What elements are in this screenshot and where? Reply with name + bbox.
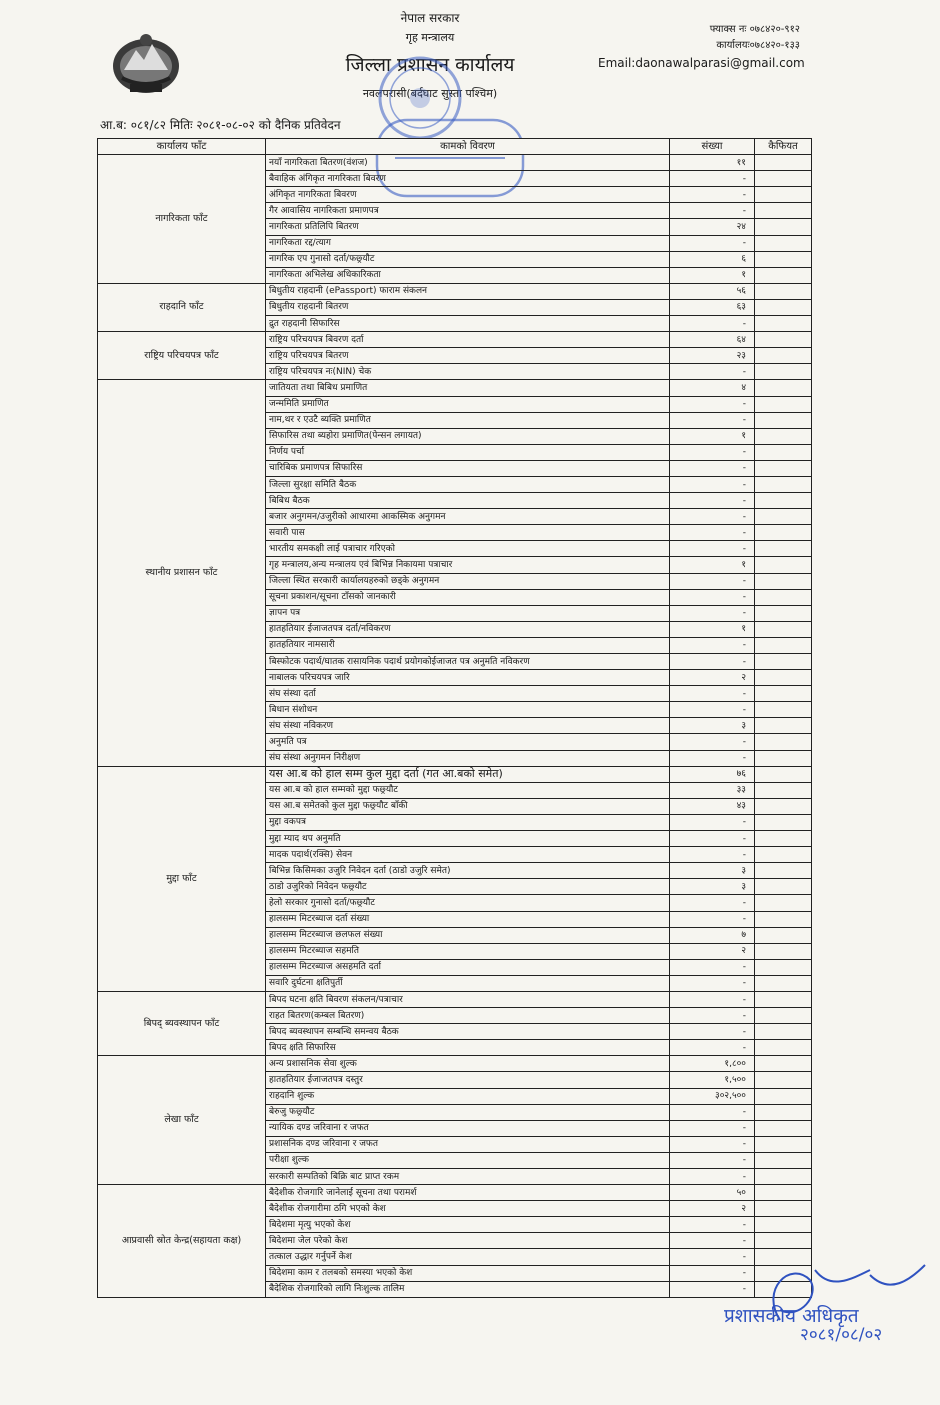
work-item: सिफारिस तथा ब्यहोरा प्रमाणित(पेन्सन लगायत) — [266, 428, 670, 444]
work-item: बिदेशमा मृत्यु भएको केश — [266, 1217, 670, 1233]
item-count: १ — [670, 428, 755, 444]
section-name: आप्रवासी स्रोत केन्द्र(सहायता कक्ष) — [98, 1185, 266, 1298]
item-remarks — [755, 782, 812, 798]
ministry-name: गृह मन्त्रालय — [405, 31, 455, 44]
section-name: बिपद् ब्यवस्थापन फाँट — [98, 991, 266, 1055]
work-item: जातियता तथा बिबिध प्रमाणित — [266, 380, 670, 396]
work-item: बेरुजु फछ्र्यौट — [266, 1104, 670, 1120]
section-name: नागरिकता फाँट — [98, 155, 266, 284]
work-item: राष्ट्रिय परिचयपत्र नः(NIN) चेक — [266, 364, 670, 380]
item-count: - — [670, 1265, 755, 1281]
header-section: कार्यालय फाँट — [98, 139, 266, 155]
item-count: - — [670, 686, 755, 702]
work-item: बैदेशीक रोजगारीमा ठगि भएको केश — [266, 1201, 670, 1217]
item-remarks — [755, 171, 812, 187]
work-item: बैदेशिक रोजगारिको लागि निःशुल्क तालिम — [266, 1281, 670, 1297]
signature-date: २०८१/०८/०२ — [800, 1325, 883, 1345]
item-count: ३ — [670, 718, 755, 734]
work-item: ज्ञापन पत्र — [266, 605, 670, 621]
work-item: नाम,थर र एउटै ब्यक्ति प्रमाणित — [266, 412, 670, 428]
section-name: लेखा फाँट — [98, 1056, 266, 1185]
item-count: - — [670, 525, 755, 541]
table-row — [98, 283, 812, 299]
item-remarks — [755, 1136, 812, 1152]
work-item: हालसम्म मिटरब्याज छलफल संख्या — [266, 927, 670, 943]
work-item: सरकारी सम्पतिको बिक्रि बाट प्राप्त रकम — [266, 1169, 670, 1185]
item-remarks — [755, 1104, 812, 1120]
item-remarks — [755, 589, 812, 605]
table-row — [98, 155, 812, 171]
work-item: भारतीय समकक्षी लाई पत्राचार गरिएको — [266, 541, 670, 557]
item-count: - — [670, 460, 755, 476]
work-item: नागरिक एप गुनासो दर्ता/फछ्र्यौट — [266, 251, 670, 267]
item-remarks — [755, 621, 812, 637]
item-count: - — [670, 1233, 755, 1249]
section-name: मुद्दा फाँट — [98, 766, 266, 991]
item-count: २ — [670, 943, 755, 959]
work-item: हालसम्म मिटरब्याज सहमति — [266, 943, 670, 959]
item-remarks — [755, 1169, 812, 1185]
work-item: अंगिकृत नागरिकता बिवरण — [266, 187, 670, 203]
item-count: - — [670, 235, 755, 251]
item-remarks — [755, 718, 812, 734]
work-item: संघ संस्था दर्ता — [266, 686, 670, 702]
work-item: जिल्ला स्थित सरकारी कार्यालयहरुको छड्के अनुगमन — [266, 573, 670, 589]
item-count: ३ — [670, 879, 755, 895]
work-item: परीक्षा शुल्क — [266, 1152, 670, 1168]
item-remarks — [755, 283, 812, 299]
work-item: अनुमति पत्र — [266, 734, 670, 750]
work-item: नागरिकता अभिलेख अधिकारिकता — [266, 267, 670, 283]
work-item: राष्ट्रिय परिचयपत्र बिवरण दर्ता — [266, 332, 670, 348]
item-remarks — [755, 155, 812, 171]
item-remarks — [755, 734, 812, 750]
fax-number: फ्याक्स नः ०७८४२०-९१२ — [709, 24, 800, 35]
item-remarks — [755, 1185, 812, 1201]
item-remarks — [755, 1072, 812, 1088]
item-count: - — [670, 814, 755, 830]
item-count: - — [670, 412, 755, 428]
nepal-emblem-icon — [110, 30, 182, 96]
item-count: २ — [670, 1201, 755, 1217]
item-count: ५६ — [670, 283, 755, 299]
report-date-line: आ.ब: ०८१/८२ मितिः २०८१-०८-०२ को दैनिक प्रतिवेदन — [100, 118, 341, 132]
item-count: - — [670, 589, 755, 605]
item-count: ७६ — [670, 766, 755, 782]
item-remarks — [755, 476, 812, 492]
item-remarks — [755, 911, 812, 927]
work-item: बिबिध बैठक — [266, 493, 670, 509]
item-count: - — [670, 991, 755, 1007]
item-count: ११ — [670, 155, 755, 171]
table-row — [98, 1185, 812, 1201]
section-name: राहदानि फाँट — [98, 283, 266, 331]
item-count: - — [670, 509, 755, 525]
work-item: बिपद घटना क्षति बिवरण संकलन/पत्राचार — [266, 991, 670, 1007]
section-name: राष्ट्रिय परिचयपत्र फाँट — [98, 332, 266, 380]
item-count: - — [670, 702, 755, 718]
item-remarks — [755, 299, 812, 315]
table-row — [98, 332, 812, 348]
item-remarks — [755, 573, 812, 589]
work-item: हालसम्म मिटरब्याज दर्ता संख्या — [266, 911, 670, 927]
item-remarks — [755, 1233, 812, 1249]
work-item: नागरिकता रद्द/त्याग — [266, 235, 670, 251]
item-count: - — [670, 364, 755, 380]
item-remarks — [755, 686, 812, 702]
item-count: - — [670, 203, 755, 219]
item-remarks — [755, 1088, 812, 1104]
work-item: मुद्दा वकपत्र — [266, 814, 670, 830]
work-item: यस आ.ब को हाल सम्म कुल मुद्दा दर्ता (गत आ.बको समेत) — [266, 766, 670, 782]
section-name: स्थानीय प्रशासन फाँट — [98, 380, 266, 766]
item-remarks — [755, 814, 812, 830]
work-item: नाबालक परिचयपत्र जारि — [266, 670, 670, 686]
item-remarks — [755, 1120, 812, 1136]
item-count: ४ — [670, 380, 755, 396]
item-remarks — [755, 493, 812, 509]
item-remarks — [755, 380, 812, 396]
item-remarks — [755, 428, 812, 444]
item-count: - — [670, 1249, 755, 1265]
item-count: - — [670, 444, 755, 460]
work-item: बजार अनुगमन/उजुरीको आधारमा आकस्मिक अनुगमन — [266, 509, 670, 525]
item-count: १ — [670, 621, 755, 637]
item-remarks — [755, 702, 812, 718]
item-count: १ — [670, 557, 755, 573]
item-count: ५० — [670, 1185, 755, 1201]
item-count: ६ — [670, 251, 755, 267]
office-location: नवलपरासी(बर्दघाट सुस्ता पश्चिम) — [362, 87, 498, 100]
work-item: मादक पदार्थ(रक्सि) सेवन — [266, 847, 670, 863]
item-count: - — [670, 831, 755, 847]
item-remarks — [755, 637, 812, 653]
item-remarks — [755, 444, 812, 460]
item-remarks — [755, 750, 812, 766]
item-count: - — [670, 1040, 755, 1056]
item-remarks — [755, 396, 812, 412]
work-item: जन्ममिति प्रमाणित — [266, 396, 670, 412]
work-item: मुद्दा म्याद थप अनुमति — [266, 831, 670, 847]
item-remarks — [755, 831, 812, 847]
work-item: गैर आवासिय नागरिकता प्रमाणपत्र — [266, 203, 670, 219]
item-remarks — [755, 670, 812, 686]
item-remarks — [755, 509, 812, 525]
item-remarks — [755, 316, 812, 332]
item-count: - — [670, 1008, 755, 1024]
item-remarks — [755, 187, 812, 203]
work-item: बिधुतीय राहदानी (ePassport) फाराम संकलन — [266, 283, 670, 299]
item-count: - — [670, 1104, 755, 1120]
item-count: २४ — [670, 219, 755, 235]
work-item: न्यायिक दण्ड जरिवाना र जफत — [266, 1120, 670, 1136]
table-row — [98, 766, 812, 782]
work-item: हेलो सरकार गुनासो दर्ता/फछ्र्यौट — [266, 895, 670, 911]
item-remarks — [755, 895, 812, 911]
work-item: राष्ट्रिय परिचयपत्र बितरण — [266, 348, 670, 364]
item-remarks — [755, 412, 812, 428]
item-remarks — [755, 557, 812, 573]
item-count: - — [670, 396, 755, 412]
item-count: - — [670, 1169, 755, 1185]
item-remarks — [755, 267, 812, 283]
work-item: बिस्फोटक पदार्थ/घातक रासायनिक पदार्थ प्रयोगकोईजाजत पत्र अनुमति नविकरण — [266, 654, 670, 670]
item-count: २३ — [670, 348, 755, 364]
item-remarks — [755, 654, 812, 670]
item-count: - — [670, 750, 755, 766]
work-item: निर्णय पर्चा — [266, 444, 670, 460]
item-count: - — [670, 493, 755, 509]
item-count: ६४ — [670, 332, 755, 348]
item-count: - — [670, 605, 755, 621]
work-item: जिल्ला सुरक्षा समिति बैठक — [266, 476, 670, 492]
item-count: २ — [670, 670, 755, 686]
item-count: - — [670, 187, 755, 203]
work-item: बिपद क्षति सिफारिस — [266, 1040, 670, 1056]
item-remarks — [755, 332, 812, 348]
item-remarks — [755, 251, 812, 267]
item-remarks — [755, 1201, 812, 1217]
item-count: ४३ — [670, 798, 755, 814]
item-count: - — [670, 1152, 755, 1168]
item-count: - — [670, 637, 755, 653]
item-remarks — [755, 1056, 812, 1072]
item-remarks — [755, 1024, 812, 1040]
email-address: Email:daonawalparasi@gmail.com — [598, 56, 805, 70]
work-item: गृह मन्त्रालय,अन्य मन्त्रालय एवं बिभिन्न निकायमा पत्राचार — [266, 557, 670, 573]
office-phone: कार्यालयः०७८४२०-१३३ — [716, 40, 800, 51]
header-detail: कामको विवरण — [266, 139, 670, 155]
government-name: नेपाल सरकार — [400, 11, 460, 25]
item-count: - — [670, 476, 755, 492]
item-count: - — [670, 895, 755, 911]
item-count: १,८०० — [670, 1056, 755, 1072]
item-remarks — [755, 460, 812, 476]
item-remarks — [755, 879, 812, 895]
item-count: - — [670, 171, 755, 187]
item-remarks — [755, 798, 812, 814]
work-item: हालसम्म मिटरब्याज असहमति दर्ता — [266, 959, 670, 975]
item-count: - — [670, 847, 755, 863]
work-item: बैवाहिक अंगिकृत नागरिकता बिवरण — [266, 171, 670, 187]
work-item: द्रुत राहदानी सिफारिस — [266, 316, 670, 332]
item-remarks — [755, 364, 812, 380]
table-body — [98, 155, 812, 1298]
item-count: - — [670, 959, 755, 975]
work-item: बिदेशमा काम र तलबको समस्या भएको केश — [266, 1265, 670, 1281]
item-count: - — [670, 1120, 755, 1136]
item-count: ३०२,५०० — [670, 1088, 755, 1104]
contact-info — [710, 22, 800, 54]
work-item: नयाँ नागरिकता बितरण(वंशज) — [266, 155, 670, 171]
work-item: हातहतियार नामसारी — [266, 637, 670, 653]
table-row — [98, 1056, 812, 1072]
item-remarks — [755, 203, 812, 219]
work-item: बिदेशमा जेल परेको केश — [266, 1233, 670, 1249]
item-remarks — [755, 991, 812, 1007]
officer-signature — [720, 1250, 935, 1350]
work-item: संघ संस्था नविकरण — [266, 718, 670, 734]
work-item: बिपद ब्यवस्थापन सम्बन्धि समन्वय बैठक — [266, 1024, 670, 1040]
item-count: - — [670, 654, 755, 670]
daily-report-table — [97, 138, 812, 1298]
work-item: तत्काल उद्धार गर्नुपर्ने केश — [266, 1249, 670, 1265]
work-item: बैदेशीक रोजगारि जानेलाई सूचना तथा परामर्श — [266, 1185, 670, 1201]
item-count: - — [670, 975, 755, 991]
work-item: अन्य प्रशासनिक सेवा शुल्क — [266, 1056, 670, 1072]
work-item: नागरिकता प्रतिलिपि बितरण — [266, 219, 670, 235]
work-item: प्रशासनिक दण्ड जरिवाना र जफत — [266, 1136, 670, 1152]
work-item: यस आ.ब को हाल सम्मको मुद्दा फछ्र्यौट — [266, 782, 670, 798]
item-remarks — [755, 348, 812, 364]
header-remarks: कैफियत — [755, 139, 812, 155]
office-name: जिल्ला प्रशासन कार्यालय — [345, 54, 515, 76]
item-remarks — [755, 927, 812, 943]
item-remarks — [755, 1152, 812, 1168]
signature-title: प्रशासकीय अधिकृत — [724, 1305, 859, 1327]
work-item: बिभिन्न किसिमका उजुरि निवेदन दर्ता (ठाडो उजुरि समेत) — [266, 863, 670, 879]
item-remarks — [755, 605, 812, 621]
item-count: - — [670, 573, 755, 589]
header-count: संख्या — [670, 139, 755, 155]
item-remarks — [755, 863, 812, 879]
table-row — [98, 380, 812, 396]
item-remarks — [755, 219, 812, 235]
table-header-row — [98, 139, 812, 155]
item-count: - — [670, 1136, 755, 1152]
work-item: हातहतियार ईजाजतपत्र दर्ता/नविकरण — [266, 621, 670, 637]
work-item: ठाडो उजुरिको निवेदन फछ्र्यौट — [266, 879, 670, 895]
item-count: - — [670, 541, 755, 557]
table-row — [98, 991, 812, 1007]
work-item: हातहतियार ईजाजतपत्र दस्तुर — [266, 1072, 670, 1088]
item-count: १,५०० — [670, 1072, 755, 1088]
work-item: बिधान संशोधन — [266, 702, 670, 718]
work-item: सवारी पास — [266, 525, 670, 541]
item-remarks — [755, 235, 812, 251]
work-item: बिधुतीय राहदानी बितरण — [266, 299, 670, 315]
item-remarks — [755, 766, 812, 782]
item-remarks — [755, 847, 812, 863]
item-remarks — [755, 959, 812, 975]
item-count: - — [670, 734, 755, 750]
work-item: राहत बितरण(कम्बल बितरण) — [266, 1008, 670, 1024]
item-count: - — [670, 911, 755, 927]
item-remarks — [755, 541, 812, 557]
item-remarks — [755, 975, 812, 991]
work-item: चारिबिक प्रमाणपत्र सिफारिस — [266, 460, 670, 476]
work-item: सूचना प्रकाशन/सूचना टाँसको जानकारी — [266, 589, 670, 605]
item-remarks — [755, 943, 812, 959]
work-item: यस आ.ब समेतको कुल मुद्दा फछ्र्यौट बाँकी — [266, 798, 670, 814]
work-item: संघ संस्था अनुगमन निरीक्षण — [266, 750, 670, 766]
work-item: राहदानि शुल्क — [266, 1088, 670, 1104]
item-remarks — [755, 1040, 812, 1056]
item-count: ६३ — [670, 299, 755, 315]
work-item: सवारि दुर्घटना क्षतिपुर्ती — [266, 975, 670, 991]
item-count: - — [670, 1281, 755, 1297]
item-remarks — [755, 1008, 812, 1024]
item-count: - — [670, 1024, 755, 1040]
item-count: १ — [670, 267, 755, 283]
item-remarks — [755, 1217, 812, 1233]
item-count: ७ — [670, 927, 755, 943]
item-remarks — [755, 525, 812, 541]
item-count: - — [670, 1217, 755, 1233]
item-count: - — [670, 316, 755, 332]
item-count: ३३ — [670, 782, 755, 798]
item-count: ३ — [670, 863, 755, 879]
